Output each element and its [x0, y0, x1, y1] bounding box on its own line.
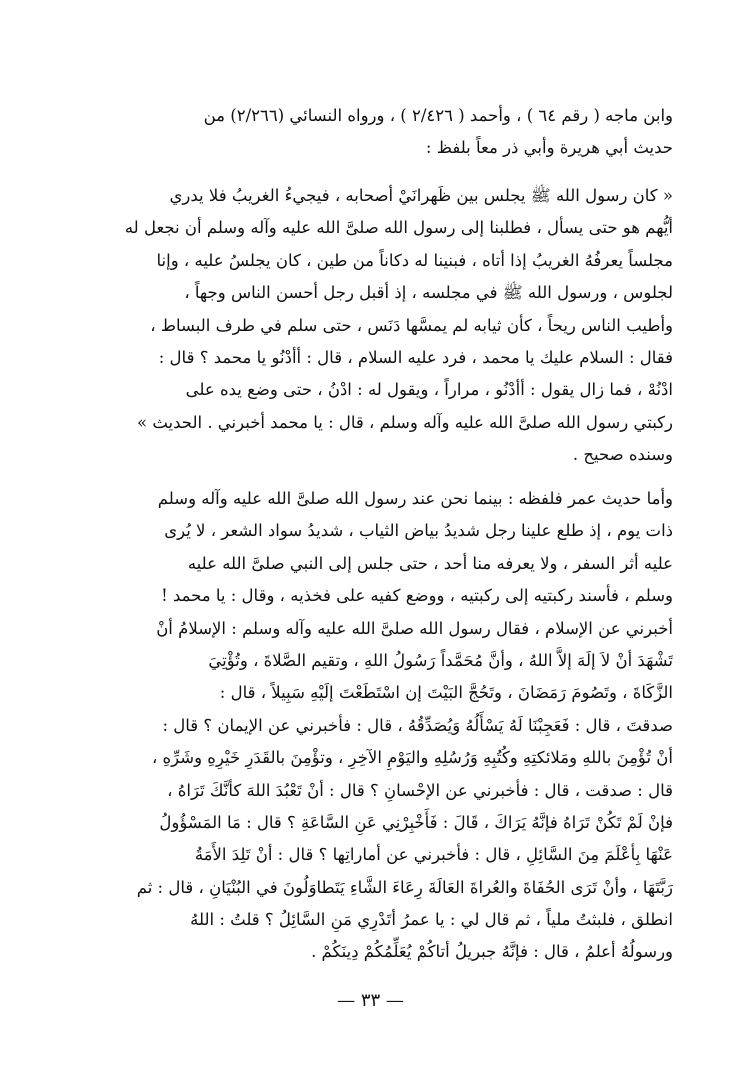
hadith-abu-hurayra-paragraph	[78, 180, 673, 472]
text-line: وسنده صحيح .	[572, 445, 673, 465]
text-line: فقال : السلام عليك يا محمد ، فرد عليه السلام ، قال : أأدْنُو يا محمد ؟ قال :	[158, 347, 673, 367]
text-line: ادْنُهْ ، فما زال يقول : أأدْنُو ، مراراً ، ويقول له : ادْنُ ، حتى وضع يده على	[185, 380, 673, 400]
text-line: عليه أثر السفر ، ولا يعرفه منا أحد ، حتى جلس إلى النبي صلىَّ الله عليه	[187, 553, 673, 573]
text-line: ركبتي رسول الله صلىَّ الله عليه وآله وسلم ، قال : يا محمد أخبرني . الحديث »	[137, 412, 673, 432]
text-line: قال : صدقت ، قال : فأخبرني عن الإحْسانِ ؟ قال : أنْ تَعْبُدَ اللهَ كأنَّكَ تَرَاهُ ،	[167, 780, 673, 800]
text-line: لجلوس ، ورسول الله ﷺ في مجلسه ، إذ أقبل رجل أحسن الناس وجهاً ،	[184, 283, 673, 303]
text-line: أنْ تُؤْمِنَ باللهِ ومَلائكتِهِ وكُتُبِهِ وَرُسُلِهِ واليَوْمِ الآخِرِ ، وتؤْمِنَ بالقَدَرِ خَيْرِهِ وشَرِّهِ ،	[151, 748, 673, 768]
text-line: أخبرني عن الإسلام ، فقال رسول الله صلىَّ الله عليه وآله وسلم : الإسلامُ أنْ	[156, 618, 673, 638]
text-line: حديث أبي هريرة وأبي ذر معاً بلفظ :	[425, 138, 673, 158]
text-line: « كان رسول الله ﷺ يجلس بين ظَهرانَيْ أصحابه ، فيجيءُ الغريبُ فلا يدري	[169, 186, 673, 205]
text-line: وأطيب الناس ريحاً ، كأن ثيابه لم يمسَّها دَنَس ، حتى سلم في طرف البساط ،	[150, 315, 673, 335]
text-line: أيُّهم هو حتى يسأل ، فطلبنا إلى رسول الله صلىَّ الله عليه وآله وسلم أن نجعل له	[124, 218, 673, 238]
text-line: وسلم ، فأسند ركبتيه إلى ركبتيه ، ووضع كفيه على فخذيه ، وقال : يا محمد !	[161, 586, 673, 606]
text-line: ورسولُهُ أعلمُ ، قال : فإنَّهُ جبريلُ أتاكُمْ يُعَلِّمُكُمْ دِينَكُمْ .	[311, 942, 673, 962]
text-line: وابن ماجه ( رقم ٦٤ ) ، وأحمد ( ٢/٤٢٦ ) ، ورواه النسائي (٢/٢٦٦) من	[203, 106, 673, 125]
text-line: الزَّكَاةَ ، وتَصُومَ رَمَضَانَ ، وتَحُجَّ البَيْتَ إن اسْتَطَعْتَ إلَيْهِ سَبِيلاً ، قال :	[219, 683, 673, 703]
text-line: صدقتَ ، قال : فَعَجِبْنَا لَهُ يَسْأَلُهُ وَيُصَدِّقُهُ ، قال : فأخبرني عن الإيمان ؟ قال :	[162, 715, 673, 735]
text-line: وأما حديث عمر فلفظه : بينما نحن عند رسول الله صلىَّ الله عليه وآله وسلم	[157, 489, 673, 508]
text-line: تَشْهَدَ أنْ لاَ إلَهَ إلاَّ اللهُ ، وأنَّ مُحَمَّداً رَسُولُ اللهِ ، وتقيم الصَّلاةَ ، وتُؤْتِيَ	[208, 650, 673, 670]
text-line: رَبَّتَهَا ، وأنْ تَرَى الحُفَاةَ والعُراةَ العَالَةَ رِعَاءَ الشَّاءِ يَتَطاوَلُونَ في البُنْيَانِ ، قال : ثم	[136, 877, 673, 897]
text-line: ذات يوم ، إذ طلع علينا رجل شديدُ بياض الثياب ، شديدُ سواد الشعر ، لا يُرى	[164, 521, 673, 541]
text-line: انطلق ، فلبثتُ ملياً ، ثم قال لي : يا عمرُ أتَدْرِي مَنِ السَّائِلُ ؟ قلتُ : اللهُ	[190, 910, 673, 930]
hadith-umar-paragraph	[78, 483, 673, 969]
text-line: عَنْهَا بِأعْلَمَ مِنَ السَّائِلِ ، قال : فأخبرني عن أماراتِها ؟ قال : أنْ تَلِدَ الأَمَةُ	[194, 845, 673, 865]
intro-paragraph	[78, 100, 673, 165]
page-number: — ٣٣ —	[337, 990, 404, 1011]
text-line: مجلساً يعرفُهُ الغريبُ إذا أتاه ، فبنينا له دكاناً من طين ، كان يجلسُ عليه ، وإنا	[156, 250, 673, 270]
text-line: فإنْ لَمْ تَكُنْ تَرَاهُ فإنَّهُ يَرَاكَ ، قَالَ : فَأَخْبِرْنِي عَنِ السَّاعَةِ ؟ قال : مَا المَسْؤُولُ	[159, 812, 673, 832]
